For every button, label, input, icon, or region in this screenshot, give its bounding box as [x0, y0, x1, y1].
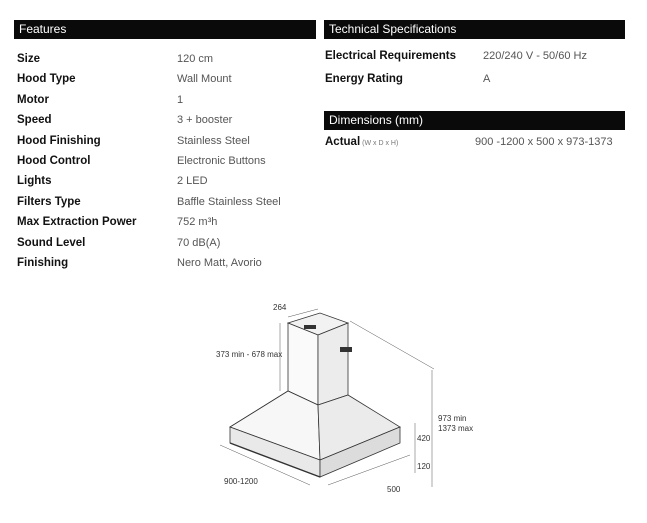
features-row-value: Wall Mount: [177, 73, 232, 86]
dimensions-actual-row: [325, 134, 625, 150]
technical-row: [325, 48, 625, 64]
label-chimney-width: 264: [273, 303, 287, 312]
technical-specifications-header: Technical Specifications: [324, 20, 625, 39]
technical-row-value: 220/240 V - 50/60 Hz: [483, 50, 587, 62]
label-base-height: 120: [417, 462, 431, 471]
features-row-label: Hood Control: [17, 155, 91, 167]
label-total-height-max: 1373 max: [438, 424, 474, 433]
features-row-label: Max Extraction Power: [17, 216, 137, 229]
dimensions-header: Dimensions (mm): [324, 111, 625, 130]
features-row-value: 2 LED: [177, 175, 208, 188]
features-row: [17, 173, 307, 189]
features-row: [17, 194, 307, 210]
features-row-label: Hood Type: [17, 73, 76, 86]
technical-row: [325, 71, 625, 87]
features-row-label: Hood Finishing: [17, 134, 101, 147]
features-row: [17, 255, 307, 271]
technical-row-value: A: [483, 73, 491, 85]
vent-right: [340, 347, 352, 352]
features-row: [17, 71, 307, 87]
hood-dimension-diagram: [200, 295, 490, 520]
features-row-value: 752 m³h: [177, 216, 218, 229]
features-header: Features: [14, 20, 316, 39]
features-row: [17, 112, 307, 128]
technical-row-label: Energy Rating: [325, 73, 403, 85]
features-row: [17, 153, 307, 169]
chimney-side: [318, 323, 348, 405]
features-row-value: Stainless Steel: [177, 134, 250, 147]
dimensions-actual-label: Actual (W x D x H): [325, 136, 399, 148]
features-row-label: Lights: [17, 175, 52, 188]
label-depth: 500: [387, 485, 401, 494]
technical-row-label: Electrical Requirements: [325, 50, 457, 62]
features-row: [17, 214, 307, 230]
dimensions-actual-sub: (W x D x H): [362, 140, 399, 147]
features-row-label: Motor: [17, 93, 49, 106]
features-row-value: 70 dB(A): [177, 236, 221, 249]
features-row-label: Finishing: [17, 257, 69, 269]
features-row-value: Nero Matt, Avorio: [177, 257, 262, 269]
features-row-value: Baffle Stainless Steel: [177, 195, 281, 208]
label-chimney-height: 373 min - 678 max: [216, 350, 283, 359]
features-row-value: 3 + booster: [177, 114, 233, 127]
features-row-value: Electronic Buttons: [177, 155, 266, 167]
features-row: [17, 133, 307, 149]
label-width: 900-1200: [224, 477, 258, 486]
label-total-height-min: 973 min: [438, 414, 467, 423]
vent-left: [304, 325, 316, 329]
features-row-value: 1: [177, 93, 184, 106]
features-row: [17, 235, 307, 251]
features-row-label: Size: [17, 53, 41, 65]
features-row-value: 120 cm: [177, 53, 214, 65]
features-row: [17, 51, 307, 67]
label-canopy-height: 420: [417, 434, 431, 443]
dimensions-actual-value: 900 -1200 x 500 x 973-1373: [475, 136, 613, 148]
features-row-label: Sound Level: [17, 236, 86, 249]
features-row-label: Filters Type: [17, 195, 81, 208]
features-row: [17, 92, 307, 108]
features-row-label: Speed: [17, 114, 52, 127]
